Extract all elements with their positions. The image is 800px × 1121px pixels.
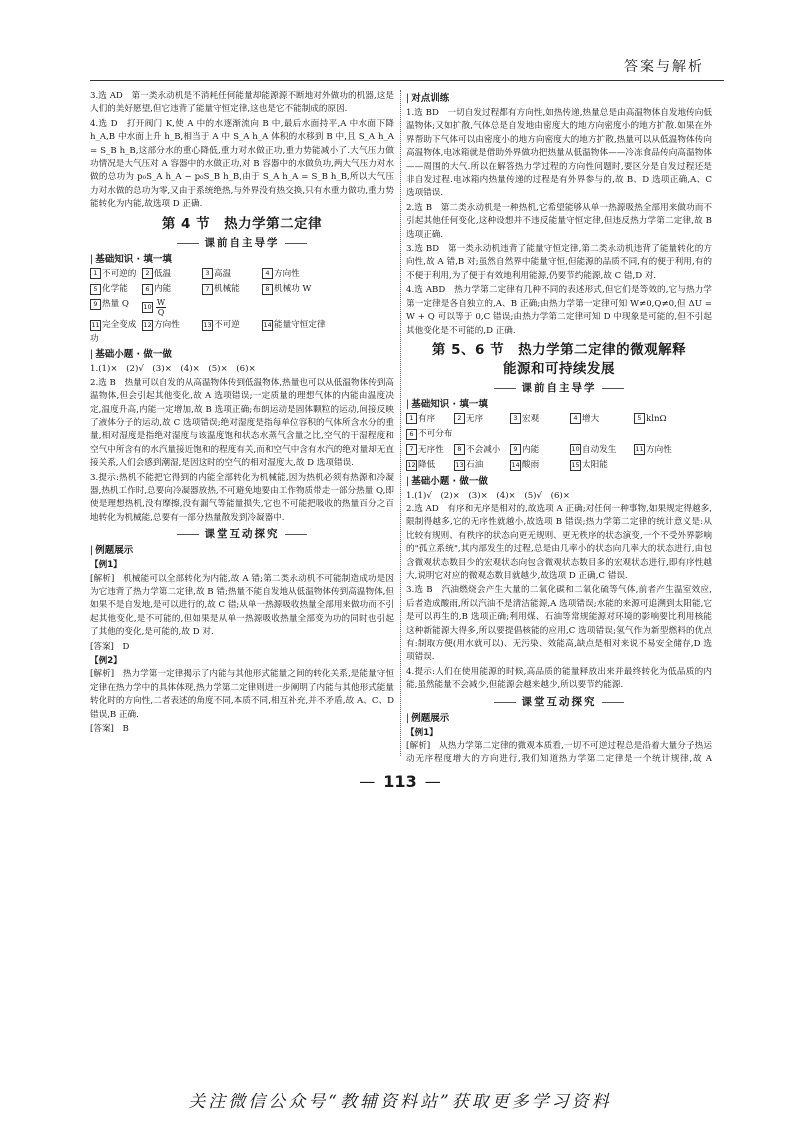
- subhead-practice: | 对点训练: [406, 92, 712, 106]
- answer-item: 4.选 D 打开阀门 K,使 A 中的水逐渐流向 B 中,最后水面持平,A 中水面下降 h_A,B 中水面上升 h_B,相当于 A 中 S_A h_A 体积的水移到 B 中,且 S_A h_A = S_B h_B,这部分水的重心降低,重力对水做正功,重力势能减小了.大气压力做功情况是大气压对 A 容器中的水做正功,对 B 容器中的水做负功,两大气压力对水做的总功为 p₀S_A h_A − p₀S_B h_B,由于 S_A h_A = S_B h_B,所以大气压力对水做的总功为零,又由于系统绝热,与外界没有热交换,只有水重力做功,重力势能转化为内能,故选项 D 正确.: [90, 118, 394, 210]
- answer-item: 2.选 B 第二类永动机是一种热机,它希望能够从单一热源吸热全部用来做功而不引起其他任何变化,这种设想并不违反能量守恒定律,但违反热力学第二定律,故 B 选项正确.: [406, 202, 712, 240]
- quick-answers: 1.(1)√ (2)× (3)× (4)× (5)√ (6)×: [406, 490, 570, 501]
- right-column: [406, 90, 712, 766]
- fill-item: 6 内能: [142, 283, 202, 296]
- answer-item: 2.选 B 热量可以自发的从高温物体传到低温物体,热量也可以从低温物体传到高温物体,但会引起其他变化,故 A 选项错误;一定质量的理想气体的内能由温度决定,温度升高,内能一定增加,故 B 选项正确;布朗运动是固体颗粒的运动,间接反映了液体分子的运动,故 C 选项错误;绝对湿度是指每单位容积的气体所含水分的重量,相对湿度是指绝对湿度与该温度饱和状态水蒸气含量之比,空气的干湿程度和空气中所含有的水汽量接近饱和的程度有关,而和空气中含有水汽的绝对量却无直接关系,人们会感到潮湿,是因这时的空气的相对湿度大,故 D 选项错误.: [90, 377, 394, 469]
- example-answer: [答案] B: [90, 724, 129, 735]
- header-title: 答案与解析: [624, 59, 704, 75]
- fill-item: 2 低温: [142, 268, 202, 281]
- answer-item: 3.选 AD 第一类永动机是不消耗任何能量却能源源不断地对外做功的机器,这是人们的美好愿望,但它违背了能量守恒定律,这也是它不能制成的原因.: [90, 91, 394, 115]
- subhead-basic-knowledge: | 基础知识 · 填一填: [90, 253, 394, 267]
- fill-item: 3 宏观: [510, 413, 570, 426]
- fill-grid: [406, 413, 712, 473]
- fill-item: [510, 428, 694, 441]
- fill-item: 8 不会减小: [454, 444, 510, 457]
- fill-item: 4 方向性: [262, 268, 344, 281]
- banner-pre-class: 课前自主导学: [177, 236, 307, 250]
- quick-answers: 1.(1)× (2)√ (3)× (4)× (5)× (6)×: [90, 364, 256, 375]
- section-title: 第 5、6 节 热力学第二定律的微观解释: [431, 341, 687, 358]
- section-title: 第 4 节 热力学第二定律: [161, 215, 323, 232]
- left-column: [90, 90, 394, 766]
- page-header: [0, 0, 800, 80]
- answer-item: 1.选 BD 一切自发过程都有方向性,如热传递,热量总是由高温物体自发地传向低温物体;又如扩散,气体总是自发地由密度大的地方向密度小的地方扩散.如果在外界帮助下气体可以由密度小的地方向密度大的地方扩散,热量可以从低温物体传向高温物体,电冰箱就是借助外界做功把热量从低温物体——冷冻食品传向高温物体——周围的大气.所以在解答热力学过程的方向性问题时,要区分是自发过程还是非自发过程.电冰箱内热量传递的过程是有外界参与的,故 B、D 选项正确,A、C 选项错误.: [406, 108, 712, 199]
- fill-item: 13 石油: [455, 460, 484, 471]
- subhead-examples: | 例题展示: [90, 544, 394, 558]
- page-number: — 113 —: [359, 772, 441, 791]
- answer-item: 3.提示:热机不能把它得到的内能全部转化为机械能,因为热机必须有热源和冷凝器,热机工作时,总要向冷凝器放热,不可避免地要由工作物质带走一部分热量 Q,即使是理想热机,没有摩擦,没有漏气等能量损失,它也不可能把吸收的热量百分之百地转化为机械能,总要有一部分热量散发到冷凝器中.: [90, 472, 394, 523]
- example-analysis: [解析] 热力学第一定律揭示了内能与其他形式能量之间的转化关系,是能量守恒定律在热力学中的具体体现,热力学第二定律则进一步阐明了内能与其他形式能量转化时的方向性,二者表述的角度不同,本质不同,相互补充,并不矛盾,故 A、C、D 错误,B 正确.: [90, 669, 394, 720]
- banner-in-class: 课堂互动探究: [494, 695, 624, 709]
- fill-item: 5 化学能: [90, 283, 142, 296]
- answer-item: 4.选 ABD 热力学第二定律有几种不同的表述形式,但它们是等效的,它与热力学第一定律是各自独立的,A、B 正确;由热力学第一定律可知 W≠0,Q≠0,但 ΔU = W + Q 可以等于 0,C 错误;由热力学第二定律可知 D 中现象是可能的,但不引起其他变化是不可能的,D 正确.: [406, 285, 712, 336]
- example-analysis: [解析] 机械能可以全部转化为内能,故 A 错;第二类永动机不可能制造成功是因为它违背了热力学第二定律,故 B 错;热量不能自发地从低温物体传到高温物体,但如果不是自发地,是可以进行的,故 C 错;从单一热源吸收热量全部用来做功而不引起其他变化,是不可能的,但如果是从单一热源吸收热量全部变为功的同时也引起了其他的变化,是可能的,故 D 对.: [90, 573, 394, 638]
- example-answer: [答案] D: [90, 641, 130, 652]
- fill-grid: [90, 268, 394, 347]
- fill-item: 1 不可逆的: [90, 268, 142, 281]
- subhead-basic-knowledge: | 基础知识 · 填一填: [406, 398, 712, 412]
- fill-item: 3 高温: [202, 268, 262, 281]
- fill-item: 4 增大: [570, 413, 634, 426]
- column-divider: [400, 90, 401, 756]
- banner-in-class: 课堂互动探究: [177, 527, 307, 541]
- fill-item: 9 热量 Q: [90, 298, 142, 317]
- subhead-quick-questions: | 基础小题 · 做一做: [90, 348, 394, 362]
- footer-note: 关注微信公众号“教辅资料站”获取更多学习资料: [188, 1092, 612, 1112]
- fill-item: [202, 298, 344, 317]
- fill-item: 8 机械功 W: [262, 283, 344, 296]
- fill-item: 14 能量守恒定律: [263, 320, 326, 331]
- fill-item: 12 方向性: [143, 320, 180, 331]
- fill-item: 5 klnΩ: [634, 413, 694, 426]
- fill-item: 10 自动发生: [571, 444, 617, 455]
- section-title: 能源和可持续发展: [503, 360, 615, 377]
- answer-item: 3.选 BD 第一类永动机违背了能量守恒定律,第二类永动机违背了能量转化的方向性,故 A 错,B 对;虽然自然界中能量守恒,但能源的品质不同,有的便于利用,有的不便于利用,为了便于有效地利用能源,仍要节约能源,故 C 错,D 对.: [406, 244, 712, 281]
- fill-item: 7 机械能: [202, 283, 262, 296]
- banner-pre-class: 课前自主导学: [494, 381, 624, 395]
- fill-item: 7 无序性: [406, 444, 454, 457]
- fill-item: 12 降低: [407, 460, 436, 471]
- answer-item: 4.提示:人们在使用能源的时候,高品质的能量释放出来并最终转化为低品质的内能,虽然能量不会减少,但能源会越来越少,所以要节约能源.: [406, 666, 712, 691]
- fill-item: 11 完全变成功: [90, 320, 137, 344]
- subhead-examples: | 例题展示: [406, 712, 712, 726]
- example-label: 【例1】: [406, 727, 438, 738]
- answer-item: 2.选 AD 有序和无序是相对的,故选项 A 正确;对任何一种事物,如果规定得越多,限制得越多,它的无序性就越小,故选项 B 错误;热力学第二定律的统计意义是:从比较有规则、有秩序的状态向更无规则、更无秩序的状态演变,一个不受外界影响的"孤立系统",其内部发生的过程,总是由几率小的状态向几率大的状态进行,由包含微观状态数目少的宏观状态向包含微观状态数目多的宏观状态进行,即有序性越大,说明它对应的微观态数目就越少,故选项 D 正确,C 错误.: [406, 503, 712, 581]
- header-rule: [90, 80, 724, 81]
- fill-item: 15 太阳能: [571, 460, 608, 471]
- example-analysis: [解析] 从热力学第二定律的微观本质看,一切不可逆过程总是沿着大量分子热运动无序程度增大的方向进行,我们知道热力学第二定律是一个统计规律,故 A: [406, 741, 712, 765]
- example-label: 【例1】: [90, 560, 122, 571]
- fill-item: 6 不可分布: [406, 428, 510, 441]
- answer-item: 3.选 B 汽油燃烧会产生大量的二氧化碳和二氧化硫等气体,前者产生温室效应,后者造成酸雨,所以汽油不是清洁能源,A 选项错误;水能的来源可追溯到太阳能,它是可以再生的,B 选项正确;利用煤、石油等常规能源对环境的影响要比利用核能这种新能源大得多,所以要提倡核能的应用,C 选项错误;氢气作为新型燃料的优点有:制取方便(用水就可以)、无污染、效能高,缺点是相对来说不易安全储存,D 选项错误.: [406, 585, 712, 663]
- fill-item: 1 有序: [406, 413, 454, 426]
- subhead-quick-questions: | 基础小题 · 做一做: [406, 475, 712, 489]
- fill-item: 13 不可逆: [203, 320, 240, 331]
- fill-item: 2 无序: [454, 413, 510, 426]
- fill-item: 11 方向性: [635, 444, 672, 455]
- fill-item: 14 酸雨: [511, 460, 540, 471]
- fill-item-fraction: 10 $\frac{W}{Q}$: [143, 298, 166, 318]
- example-label: 【例2】: [90, 656, 122, 666]
- fill-item: 9 内能: [510, 444, 570, 457]
